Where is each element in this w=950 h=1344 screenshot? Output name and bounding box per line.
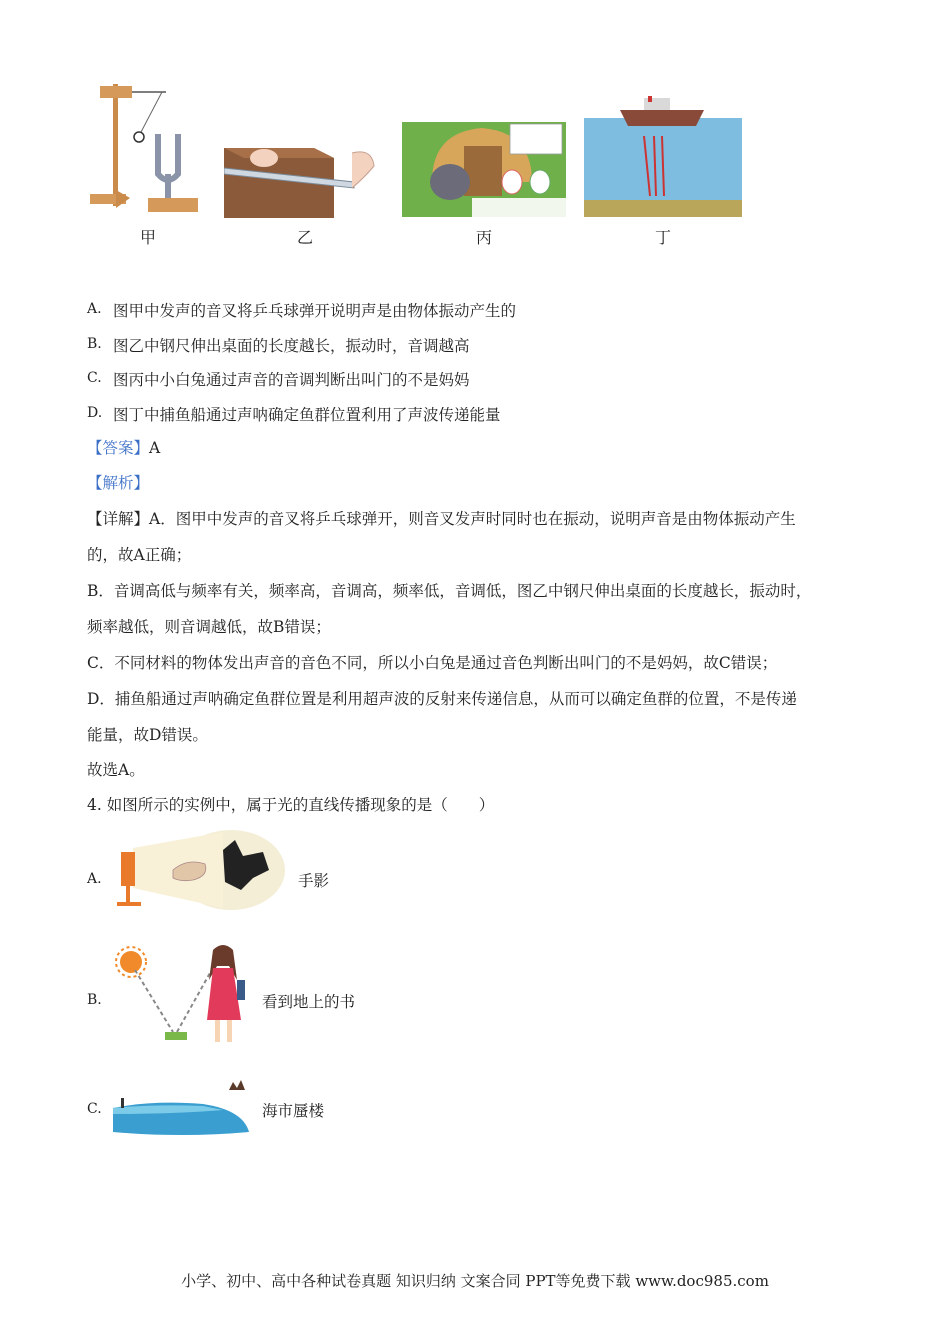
option-letter: D. <box>87 405 103 421</box>
answer-line <box>87 438 160 458</box>
figure-caption-ding: 丁 <box>655 228 672 247</box>
hand-shadow-image <box>113 830 285 910</box>
answer-label: 【答案】 <box>87 439 150 457</box>
q4-option-c-letter: C. <box>87 1101 102 1117</box>
option-letter: C. <box>87 370 102 386</box>
q4-option-a-letter: A. <box>87 871 102 887</box>
option-text: 图丙中小白兔通过声音的音调判断出叫门的不是妈妈 <box>113 371 470 389</box>
figure-ding-sonar <box>584 96 742 217</box>
mirage-image <box>113 1074 253 1138</box>
detail-line-8: 故选A。 <box>87 761 145 779</box>
option-text: 图甲中发声的音叉将乒乓球弹开说明声是由物体振动产生的 <box>113 302 517 320</box>
detail-line-3: B．音调高低与频率有关，频率高，音调高，频率低，音调低，图乙中钢尺伸出桌面的长度越长，振动时， <box>87 582 812 600</box>
figure-jia-tuning-fork <box>88 74 203 218</box>
answer-value: A <box>149 439 161 457</box>
figure-bing-cartoon <box>402 122 566 217</box>
q4-option-a-text: 手影 <box>298 872 330 890</box>
detail-line-6: D．捕鱼船通过声呐确定鱼群位置是利用超声波的反射来传递信息，从而可以确定鱼群的位置，不是传递 <box>87 690 797 708</box>
q4-option-b-text: 看到地上的书 <box>262 993 356 1011</box>
figure-yi-ruler <box>224 148 394 218</box>
q4-stem: 4. 如图所示的实例中，属于光的直线传播现象的是（ ） <box>87 796 495 814</box>
figure-caption-bing: 丙 <box>476 228 493 247</box>
detail-line-5: C．不同材料的物体发出声音的音色不同，所以小白兔是通过音色判断出叫门的不是妈妈，故C错误； <box>87 654 778 672</box>
option-letter: A. <box>87 301 102 317</box>
page-footer: 小学、初中、高中各种试卷真题 知识归纳 文案合同 PPT等免费下载 www.doc985.com <box>181 1272 769 1290</box>
girl-book-image <box>113 940 253 1050</box>
analysis-label: 【解析】 <box>87 474 150 492</box>
option-letter: B. <box>87 336 102 352</box>
detail-text: A．图甲中发声的音叉将乒乓球弹开，则音叉发声时同时也在振动，说明声音是由物体振动产生 <box>149 510 796 528</box>
detail-label: 【详解】 <box>87 510 150 528</box>
option-text: 图乙中钢尺伸出桌面的长度越长，振动时，音调越高 <box>113 337 470 355</box>
detail-line-2: 的，故A正确； <box>87 546 192 564</box>
option-text: 图丁中捕鱼船通过声呐确定鱼群位置利用了声波传递能量 <box>113 406 501 424</box>
detail-line-7: 能量，故D错误。 <box>87 726 208 744</box>
detail-line-1 <box>87 509 796 529</box>
detail-line-4: 频率越低，则音调越低，故B错误； <box>87 618 331 636</box>
figure-caption-yi: 乙 <box>297 228 314 247</box>
q4-option-b-letter: B. <box>87 992 102 1008</box>
analysis-line <box>87 473 149 493</box>
q4-option-c-text: 海市蜃楼 <box>262 1102 325 1120</box>
figure-caption-jia: 甲 <box>140 228 157 247</box>
